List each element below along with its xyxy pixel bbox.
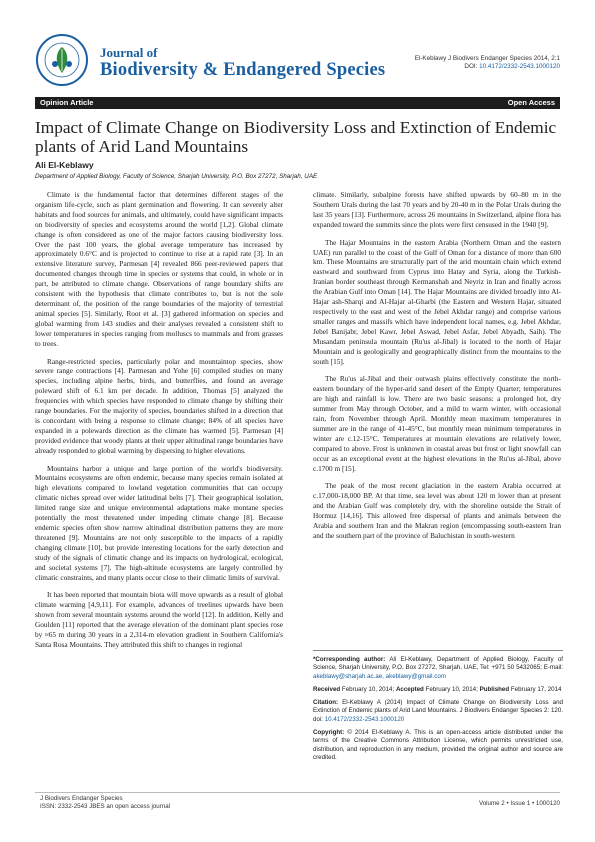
doi-line (330, 63, 560, 71)
dates: Received February 10, 2014; Accepted February 10, 2014; Published February 17, 2014 (313, 685, 562, 693)
footer-volume: Volume 2 • Issue 1 • 1000120 (478, 800, 560, 807)
author-affiliation: Department of Applied Biology, Faculty of Science, Sharjah University, P.O. Box 27272, Sharjah, UAE (35, 173, 318, 180)
paragraph: The Hajar Mountains in the eastern Arabia (Northern Oman and the eastern UAE) run parallel to the coast of the Gulf of Oman for a distance of more than 600 km. These Mountains are structurally part of the arid mountain chain which extend eastward and southward from Cyprus into Hatay and Syria, along the Turkish- Iranian border southeast through Kermanshah and Neyriz in Iran and finally across the Arabian Gulf into Oman [14]. The Hajar Mountains are divided broadly into Al-Hajar ash-Sharqi and Al-Hajar al-Gharbi (the Eastern and Western Hajar, situated respectively to the east and west of the Jebel Akhdar range) and comprise various smaller ranges and massifs which have independent local names, e.g. Jebel Akhdar, Jebel Banijabr, Jebel Kawr, Jebel Aswad, Jebel Asfar, Jebel Abyadh, Saih). The Musandam peninsula mountain (Ru'us al-Jibal) is located to the north of Hajar Mountain and is geologically and geographically distinct from the mountains to the south [15]. (313, 237, 561, 366)
corresponding-author: *Corresponding author: Ali El-Keblawy, Department of Applied Biology, Faculty of Science, Sharjah University, P.O. Box 27272, Sharjah, UAE, Tel: +971 50 5432065; E-mail: akeblawy@sharjah.ac.ae, akeblawy@gmail.com (313, 656, 564, 680)
journal-logo (35, 33, 89, 87)
left-column (35, 190, 283, 658)
article-title: Impact of Climate Change on Biodiversity Loss and Extinction of Endemic plants of Arid Land Mountains (35, 118, 557, 156)
paragraph: Range-restricted species, particularly polar and mountaintop species, show severe range contractions [4]. Parmesan and Yohe [6] compiled studies on many species, including alpine herbs, birds, and butterflies, and found an average poleward shift of 6.1 km per decade. In addition, Thomas [5] analyzed the frequencies with which species have responded to climate change by shifting their range boundaries. For the majority of species, boundaries shifted in a direction that is concordant with being a response to climate change; 84% of all species have expanded in a polewards direction as the climate has warmed [5]. Parmesan [4] provided evidence that woody plants at their upper altitudinal range boundaries have already responded to global warming by dispersing to higher elevations. (35, 356, 283, 455)
author-name: Ali El-Keblawy (35, 160, 94, 170)
footer-divider (35, 792, 560, 793)
open-access-label: Open Access (507, 98, 555, 107)
citation-line: El-Keblawy J Biodivers Endanger Species 2014, 2:1 (414, 55, 560, 62)
email-links[interactable]: akeblawy@sharjah.ac.ae, akeblawy@gmail.com (313, 672, 446, 680)
metadata-divider (313, 650, 563, 651)
article-metadata (313, 656, 563, 767)
paragraph: The peak of the most recent glaciation in the eastern Arabia occurred at c.17,000-18,000 BP. At that time, sea level was about 120 m lower than at present and the Arabian Gulf was completely dry, with the shoreline outside the Strait of Hormuz [14,16]. This allowed free dispersal of plants and animals between the Arabia and southern Iran and the Makran region (encompassing south-eastern Iran and the southern part of the province of Baluchistan in south-western (313, 481, 561, 540)
copyright-block: Copyright: © 2014 El-Keblawy A. This is an open-access article distributed under the terms of the Creative Commons Attribution License, which permits unrestricted use, distribution, and reproduction in any medium, provided the original author and source are credited. (313, 729, 563, 761)
doi-link[interactable]: 10.4172/2332-2543.1000120 (479, 63, 560, 71)
footer-issn: ISSN: 2332-2543 JBES an open access journal (40, 803, 171, 811)
paragraph: It has been reported that mountain biota will move upwards as a result of global climate warming [4,9,11]. For example, advances of treelines upwards have been shown from several mountain systems around the world [12]. In addition, Kelly and Goulden [11] reported that the average elevation of the dominant plant species rose by ≈65 m during 30 years in a 2,314-m elevation gradient in Southern California's Santa Rosa Mountains. They attributed this shift to changes in regional (35, 590, 283, 649)
journal-name: Biodiversity & Endangered Species (100, 60, 386, 80)
article-type-bar (35, 97, 560, 109)
paragraph: Mountains harbor a unique and large portion of the world's biodiversity. Mountains ecosystems are often endemic, because many species remain isolated at high elevations compared to lowland vegetation communities that can occupy climatic niches spread over wider latitudinal belts [7]. Their geographical isolation, limited range size and unique environmental adaptations make montane species potentially the most threatened under impeding climate change [8]. Because endemic species often show narrow altitudinal distribution patterns they are more threatened [9]. Mountains are not only susceptible to the impacts of a rapidly changing climate [10], but provide interesting locations for the early detection and study of the signals of climatic change and its impacts on hydrological, ecological, and societal systems [7]. The high-altitude ecosystems are largely controlled by climatic constraints, and many plants occur close to their climatic limits of survival. (35, 463, 283, 582)
citation-doi-link[interactable]: 10.4172/2332-2543.1000120 (324, 715, 405, 723)
right-column (313, 190, 561, 549)
article-type-label: Opinion Article (40, 98, 94, 107)
doi-label: DOI: (464, 63, 478, 71)
paragraph: climate. Similarly, subalpine forests have shifted upwards by 60–80 m in the Southern Urals during the last 70 years and by 20-40 m in the Polar Urals during the last 35 years [13]. Furthermore, across 26 mountains in Switzerland, alpine flora has expanded toward the summits since the plots were first censused in the 1940 [9]. (313, 190, 561, 229)
paragraph: Climate is the fundamental factor that determines different stages of the organism life-cycle, such as plant germination and flowering. It can severely alter habitats and food sources for animals, and ultimately, could have significant impacts on biodiversity of species and ecosystems around the world [1,2]. Global climate change is often considered as one of the major factors causing biodiversity loss. Over the past 100 years, the global average temperature has increased by approximately 0.6°C and is projected to continue to rise at a rapid rate [3]. In an extensive literature survey, Parmesan [4] revealed 866 peer-reviewed papers that documented changes through time in species or systems that could, in whole or in part, be attributed to climate change. Observations of range boundary shifts are consistent with the hypothesis that climate contributes to, but is not the sole determinant of, the position of the range boundaries of the majority of terrestrial animal species [5]. Similarly, Root et al. [3] gathered information on species and global warming from 143 studies and their analyses revealed a consistent shift to lower temperatures in species ranging from molluscs to mammals and from grasses to trees. (35, 190, 283, 348)
journal-name-small: Journal of (100, 45, 158, 60)
paragraph: The Ru'us al-Jibal and their outwash plains effectively constitute the north-eastern boundary of the hyper-arid sand desert of the Empty Quarter; temperatures are high and rainfall is low. There are two basic seasons: a prolonged hot, dry summer from May through October, and a mild to warm winter, with occasional rain, from November through April. Monthly mean maximum temperatures in summer are in the range of 41-45°C, but monthly mean minimum temperatures in winter are c.12-15°C. Temperatures at mountain elevations are relatively lower, compared to above. Frost is unknown in coastal areas but frost or light snowfall can occur as an exceptional event at the highest elevations in the Ru'us al-Jibal, above c.1700 m [15]. (313, 374, 561, 473)
footer-left (40, 795, 170, 812)
header-citation (330, 55, 560, 71)
citation-block: Citation: El-Keblawy A (2014) Impact of Climate Change on Biodiversity Loss and Extinction of Endemic plants of Arid Land Mountains. J Biodivers Endanger Species 2: 120. doi: 10.4172/2332-2543.1000120 (313, 699, 563, 723)
footer-journal: J Biodivers Endanger Species (40, 795, 123, 802)
